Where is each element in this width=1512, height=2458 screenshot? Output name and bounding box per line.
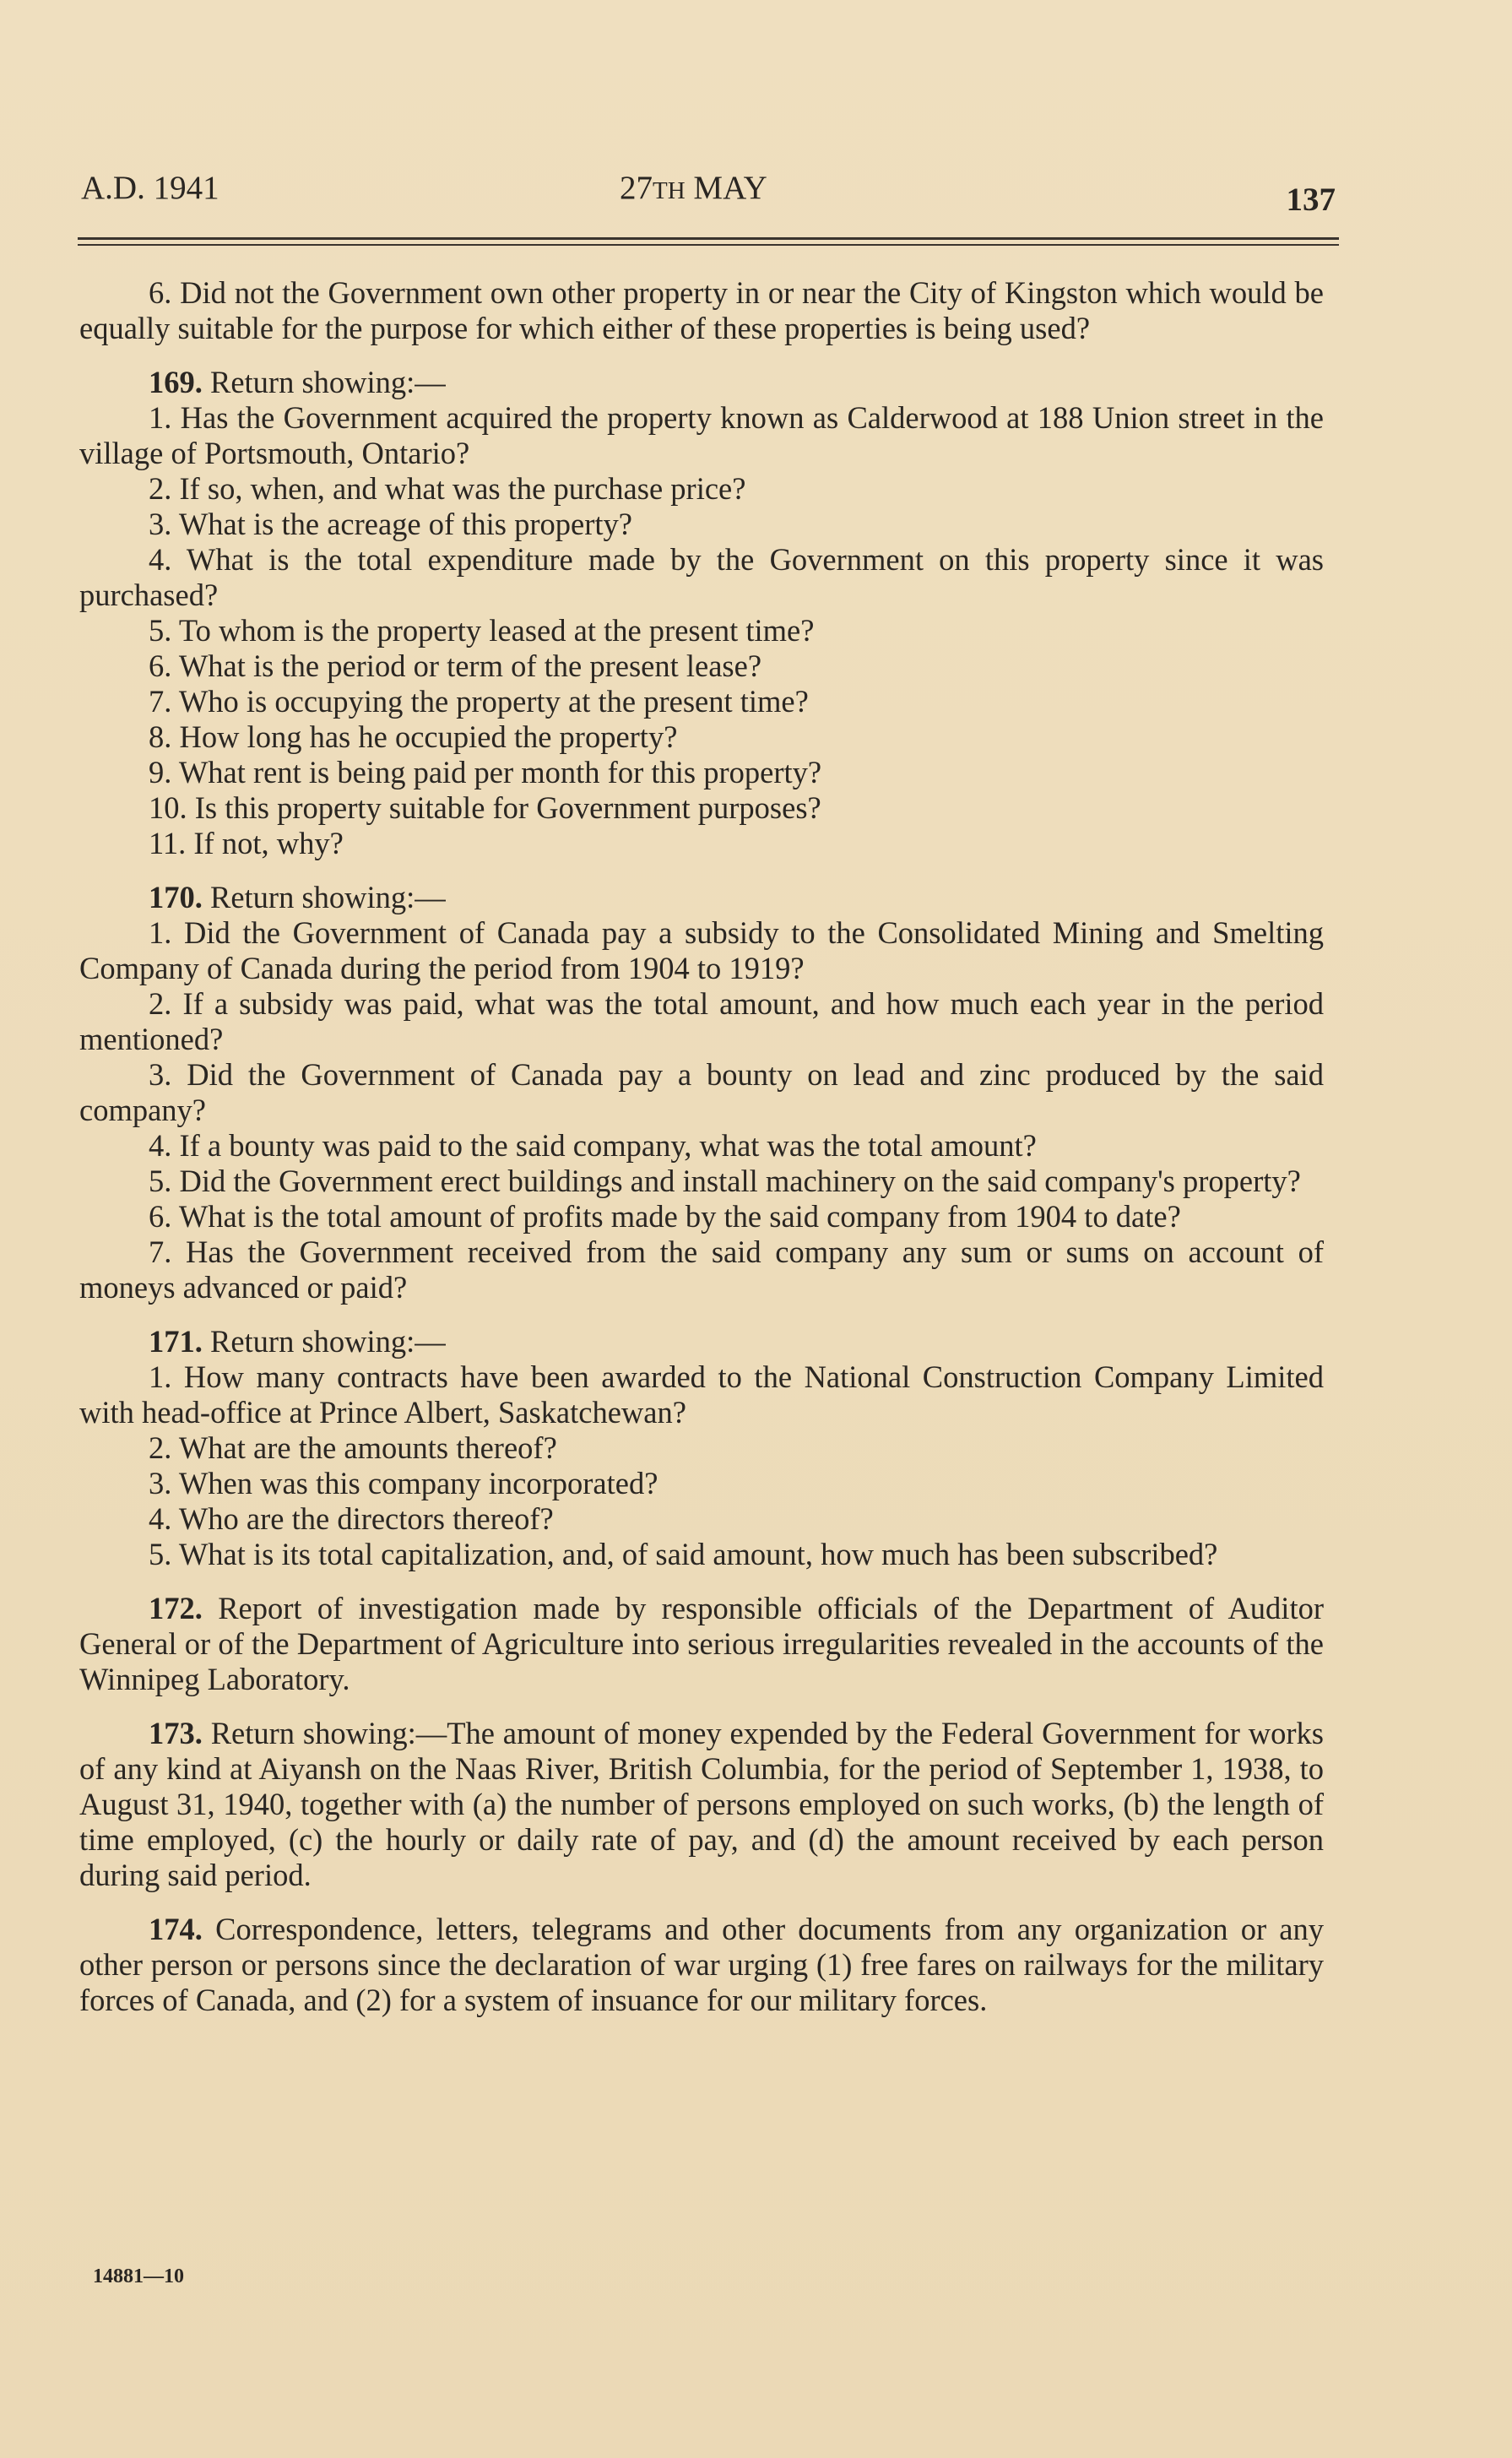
header-day-suffix: TH <box>653 177 686 204</box>
paragraph-text: 4. What is the total expenditure made by the Government on this property since it was purchased? <box>79 542 1324 612</box>
paragraph-text: 1. How many contracts have been awarded to the National Construction Company Limited with head-office at Prince Albert, Saskatchewan? <box>79 1359 1324 1430</box>
question-line <box>79 507 1324 542</box>
paragraph-text: 3. When was this company incorporated? <box>149 1466 658 1500</box>
page-number: 137 <box>1286 182 1336 218</box>
question-line <box>79 471 1324 507</box>
question-line <box>79 648 1324 684</box>
header-rule-bottom <box>78 244 1339 246</box>
question-line <box>79 986 1324 1057</box>
numbered-item <box>79 1324 1324 1359</box>
paragraph-text: 10. Is this property suitable for Government purposes? <box>149 790 821 825</box>
numbered-item <box>79 1716 1324 1893</box>
header-year: A.D. 1941 <box>81 170 219 206</box>
paragraph-text: 7. Has the Government received from the said company any sum or sums on account of moneys advanced or paid? <box>79 1234 1324 1305</box>
page-body <box>79 275 1324 2018</box>
paragraph-text: 3. Did the Government of Canada pay a bounty on lead and zinc produced by the said company? <box>79 1057 1324 1127</box>
paragraph-text: Return showing:— <box>210 365 446 399</box>
question-line <box>79 790 1324 826</box>
paragraph-text: Correspondence, letters, telegrams and other documents from any organization or any other person or persons since the declaration of war urging (1) free fares on railways for the military forces of Canada, and (2) for a system of insuance for our military forces. <box>79 1912 1325 2017</box>
item-number: 173. <box>149 1716 203 1750</box>
header-day: 27 <box>620 170 653 206</box>
numbered-item <box>79 1912 1324 2018</box>
paragraph-text: 6. Did not the Government own other property in or near the City of Kingston which would be equally suitable for the purpose for which either of these properties is being used? <box>79 275 1324 345</box>
header-rule-top <box>78 237 1339 240</box>
print-code: 14881—10 <box>93 2265 184 2287</box>
paragraph-text: 2. What are the amounts thereof? <box>149 1430 557 1465</box>
question-line <box>79 1430 1324 1466</box>
header-date <box>620 169 767 207</box>
item-number: 170. <box>149 880 203 914</box>
paragraph-text: 6. What is the period or term of the present lease? <box>149 648 762 683</box>
paragraph-text: 5. Did the Government erect buildings and install machinery on the said company's property? <box>149 1164 1301 1198</box>
numbered-item <box>79 1591 1324 1697</box>
item-number: 172. <box>149 1591 203 1625</box>
item-number: 169. <box>149 365 203 399</box>
question-line <box>79 684 1324 719</box>
paragraph-text: 1. Has the Government acquired the property known as Calderwood at 188 Union street in the village of Portsmouth, Ontario? <box>79 400 1324 470</box>
paragraph-text: Return showing:— <box>210 880 446 914</box>
question-line <box>79 542 1324 613</box>
question-line <box>79 1466 1324 1501</box>
paragraph-text: Report of investigation made by responsible officials of the Department of Auditor General or of the Department of Agriculture into serious irregularities revealed in the accounts of the Winnipeg Laboratory. <box>79 1591 1324 1696</box>
paragraph-text: 5. What is its total capitalization, and, of said amount, how much has been subscribed? <box>149 1537 1218 1571</box>
question-line <box>79 1359 1324 1430</box>
paragraph-text: 4. If a bounty was paid to the said company, what was the total amount? <box>149 1128 1037 1163</box>
paragraph-text: Return showing:—The amount of money expended by the Federal Government for works of any kind at Aiyansh on the Naas River, British Columbia, for the period of September 1, 1938, to August 31, 1940, together with (a) the number of persons employed on such works, (b) the length of time employed, (c) the hourly or daily rate of pay, and (d) the amount received by each person during said period. <box>79 1716 1325 1892</box>
question-line <box>79 755 1324 790</box>
question-line <box>79 1164 1324 1199</box>
paragraph-text: 6. What is the total amount of profits made by the said company from 1904 to date? <box>149 1199 1181 1234</box>
page-header <box>81 169 1336 220</box>
question-line <box>79 613 1324 648</box>
paragraph-text: 1. Did the Government of Canada pay a subsidy to the Consolidated Mining and Smelting Company of Canada during the period from 1904 to 1919? <box>79 915 1324 985</box>
paragraph-text: 3. What is the acreage of this property? <box>149 507 632 541</box>
numbered-item <box>79 365 1324 400</box>
question-line <box>79 719 1324 755</box>
item-number: 171. <box>149 1324 203 1359</box>
numbered-item <box>79 880 1324 915</box>
paragraph-text: 8. How long has he occupied the property? <box>149 719 678 754</box>
question-line <box>79 1199 1324 1234</box>
question-line <box>79 1501 1324 1537</box>
question-line <box>79 1057 1324 1128</box>
paragraph-text: 2. If so, when, and what was the purchase price? <box>149 471 746 506</box>
paragraph-text: 5. To whom is the property leased at the present time? <box>149 613 815 648</box>
question-line <box>79 1537 1324 1572</box>
header-month: MAY <box>693 170 767 206</box>
question-line <box>79 1234 1324 1305</box>
paragraph-text: 11. If not, why? <box>149 826 344 860</box>
paragraph-text: Return showing:— <box>210 1324 446 1359</box>
paragraph-text: 2. If a subsidy was paid, what was the total amount, and how much each year in the period mentioned? <box>79 986 1324 1056</box>
question-line <box>79 1128 1324 1164</box>
question-line <box>79 275 1324 346</box>
item-number: 174. <box>149 1912 203 1946</box>
paragraph-text: 9. What rent is being paid per month for this property? <box>149 755 822 789</box>
paragraph-text: 7. Who is occupying the property at the present time? <box>149 684 809 719</box>
question-line <box>79 915 1324 986</box>
question-line <box>79 826 1324 861</box>
paragraph-text: 4. Who are the directors thereof? <box>149 1501 554 1536</box>
question-line <box>79 400 1324 471</box>
